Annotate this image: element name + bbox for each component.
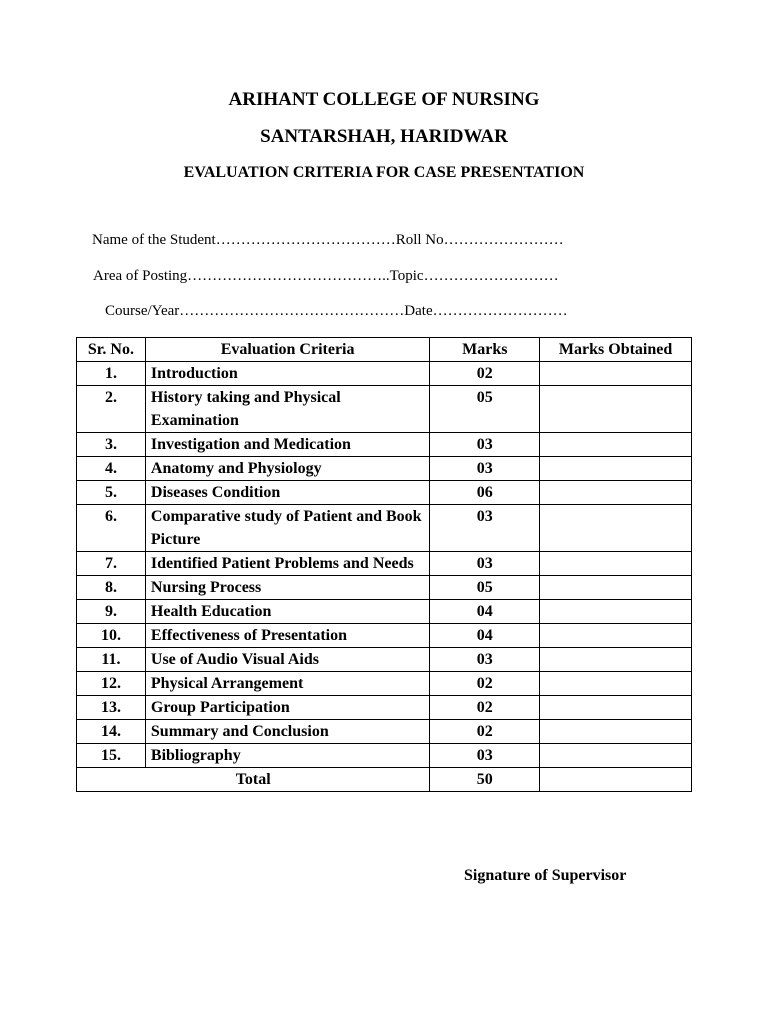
row-marks: 03	[430, 648, 540, 672]
row-marks-obtained	[540, 457, 692, 481]
row-marks: 03	[430, 433, 540, 457]
row-marks: 06	[430, 481, 540, 505]
supervisor-signature-label: Signature of Supervisor	[464, 867, 627, 884]
form-title: EVALUATION CRITERIA FOR CASE PRESENTATION	[183, 164, 585, 181]
row-marks: 03	[430, 505, 540, 552]
evaluation-table	[76, 337, 692, 792]
table-row	[77, 362, 692, 386]
table-row	[77, 576, 692, 600]
row-sr-no: 13.	[77, 696, 146, 720]
row-sr-no: 3.	[77, 433, 146, 457]
row-marks-obtained	[540, 720, 692, 744]
row-marks-obtained	[540, 552, 692, 576]
total-label: Total	[77, 768, 430, 792]
table-row	[77, 552, 692, 576]
row-sr-no: 12.	[77, 672, 146, 696]
row-marks-obtained	[540, 505, 692, 552]
course-date-line: Course/Year………………………………………Date………………………	[105, 303, 568, 319]
header-marks-obtained: Marks Obtained	[540, 338, 692, 362]
row-criteria: Introduction	[145, 362, 429, 386]
row-marks-obtained	[540, 744, 692, 768]
table-body	[77, 362, 692, 768]
table-header-row	[77, 338, 692, 362]
row-marks-obtained	[540, 362, 692, 386]
row-criteria: Summary and Conclusion	[145, 720, 429, 744]
row-marks-obtained	[540, 433, 692, 457]
row-marks-obtained	[540, 481, 692, 505]
row-marks: 04	[430, 600, 540, 624]
row-criteria: Diseases Condition	[145, 481, 429, 505]
row-criteria: Comparative study of Patient and Book Picture	[145, 505, 429, 552]
total-row	[77, 768, 692, 792]
row-criteria: Effectiveness of Presentation	[145, 624, 429, 648]
row-sr-no: 8.	[77, 576, 146, 600]
header-marks: Marks	[430, 338, 540, 362]
student-name-roll-line: Name of the Student………………………………Roll No……………………	[92, 232, 564, 248]
header-sr-no: Sr. No.	[77, 338, 146, 362]
row-marks-obtained	[540, 672, 692, 696]
table-row	[77, 624, 692, 648]
college-name: ARIHANT COLLEGE OF NURSING	[228, 89, 540, 110]
row-marks: 02	[430, 696, 540, 720]
row-marks: 02	[430, 720, 540, 744]
row-marks: 02	[430, 672, 540, 696]
row-sr-no: 11.	[77, 648, 146, 672]
row-sr-no: 9.	[77, 600, 146, 624]
posting-topic-line: Area of Posting…………………………………..Topic………………………	[93, 268, 559, 284]
table-row	[77, 720, 692, 744]
row-sr-no: 5.	[77, 481, 146, 505]
row-marks: 05	[430, 386, 540, 433]
table-row	[77, 433, 692, 457]
table-row	[77, 648, 692, 672]
row-criteria: History taking and Physical Examination	[145, 386, 429, 433]
row-sr-no: 14.	[77, 720, 146, 744]
row-marks: 05	[430, 576, 540, 600]
row-sr-no: 6.	[77, 505, 146, 552]
table-row	[77, 457, 692, 481]
college-location: SANTARSHAH, HARIDWAR	[260, 126, 508, 147]
row-marks-obtained	[540, 386, 692, 433]
row-marks: 03	[430, 744, 540, 768]
row-marks-obtained	[540, 600, 692, 624]
row-sr-no: 2.	[77, 386, 146, 433]
row-sr-no: 4.	[77, 457, 146, 481]
table-row	[77, 696, 692, 720]
table-row	[77, 481, 692, 505]
row-marks-obtained	[540, 624, 692, 648]
row-criteria: Investigation and Medication	[145, 433, 429, 457]
row-criteria: Anatomy and Physiology	[145, 457, 429, 481]
row-criteria: Group Participation	[145, 696, 429, 720]
row-marks: 04	[430, 624, 540, 648]
table-row	[77, 744, 692, 768]
row-marks-obtained	[540, 696, 692, 720]
table-row	[77, 600, 692, 624]
total-obtained-cell	[540, 768, 692, 792]
row-criteria: Use of Audio Visual Aids	[145, 648, 429, 672]
total-marks: 50	[430, 768, 540, 792]
row-criteria: Bibliography	[145, 744, 429, 768]
row-marks: 02	[430, 362, 540, 386]
row-marks: 03	[430, 552, 540, 576]
table-row	[77, 672, 692, 696]
row-marks-obtained	[540, 576, 692, 600]
row-criteria: Physical Arrangement	[145, 672, 429, 696]
row-criteria: Nursing Process	[145, 576, 429, 600]
row-sr-no: 1.	[77, 362, 146, 386]
table-row	[77, 386, 692, 433]
row-sr-no: 15.	[77, 744, 146, 768]
row-marks: 03	[430, 457, 540, 481]
row-marks-obtained	[540, 648, 692, 672]
row-criteria: Identified Patient Problems and Needs	[145, 552, 429, 576]
row-sr-no: 7.	[77, 552, 146, 576]
row-sr-no: 10.	[77, 624, 146, 648]
row-criteria: Health Education	[145, 600, 429, 624]
header-criteria: Evaluation Criteria	[145, 338, 429, 362]
table-row	[77, 505, 692, 552]
